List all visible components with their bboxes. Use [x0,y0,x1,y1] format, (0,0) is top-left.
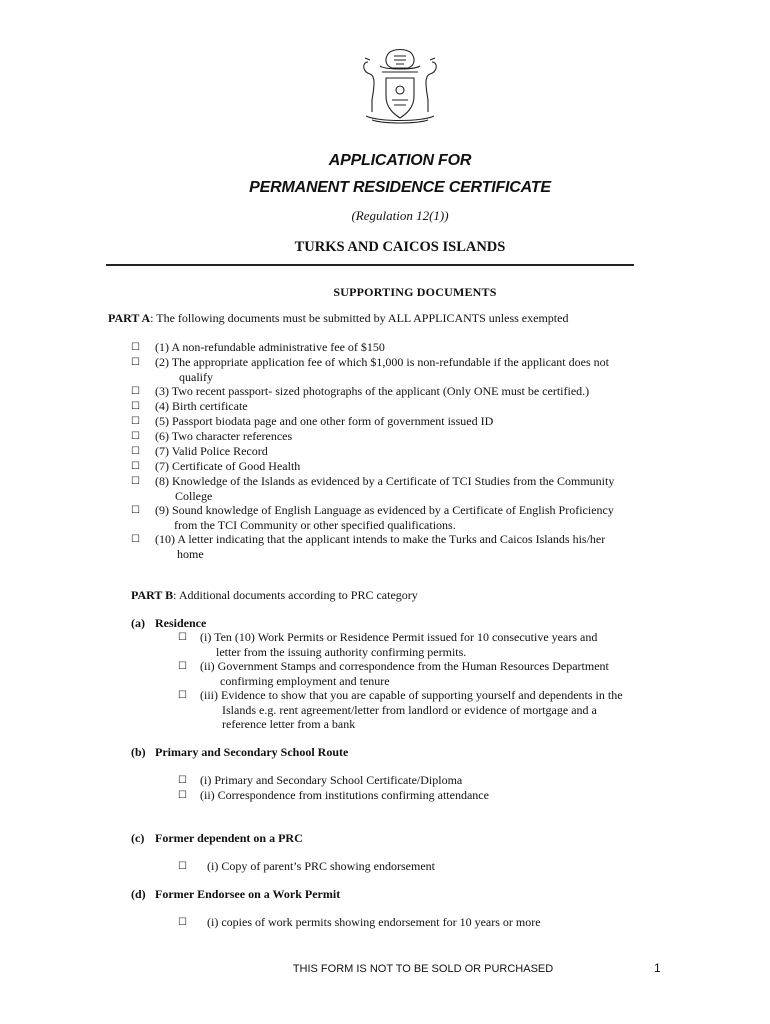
territory-name: TURKS AND CAICOS ISLANDS [294,239,506,255]
checklist-item-text: (3) Two recent passport- sized photographs of the applicant (Only ONE must be certified.) [155,384,590,398]
supporting-documents-heading: SUPPORTING DOCUMENTS [333,285,497,299]
coat-of-arms-crest [358,48,442,128]
checkbox[interactable]: ☐ [131,400,140,412]
checkbox[interactable]: ☐ [131,533,140,545]
checklist-item-text: reference letter from a bank [222,717,356,732]
category-letter: (a) [131,616,145,630]
checklist-item-text: confirming employment and tenure [220,673,390,688]
regulation-reference: (Regulation 12(1)) [351,208,449,223]
checkbox[interactable]: ☐ [131,475,140,487]
checklist-item-text: (5) Passport biodata page and one other form of government issued ID [155,414,494,428]
category-letter: (c) [131,831,145,845]
checklist-item-text: (iii) Evidence to show that you are capable of supporting yourself and dependents in the [200,688,623,702]
category-heading [131,887,340,902]
checkbox[interactable]: ☐ [178,789,187,801]
checklist-item-text: (6) Two character references [155,429,293,443]
checklist-item-text: qualify [179,369,213,384]
checklist-item-text: (2) The appropriate application fee of which $1,000 is non-refundable if the applicant does not [155,355,609,369]
checkbox[interactable]: ☐ [131,460,140,472]
checklist-item-text: College [175,488,213,503]
category-heading [131,831,303,846]
category-letter: (b) [131,745,146,759]
checklist-item-text: (7) Certificate of Good Health [155,459,301,473]
category-title: Former Endorsee on a Work Permit [155,887,341,901]
checkbox[interactable]: ☐ [178,689,187,701]
category-title: Former dependent on a PRC [155,831,303,845]
checkbox[interactable]: ☐ [131,341,140,353]
checkbox[interactable]: ☐ [178,774,187,786]
checkbox[interactable]: ☐ [131,385,140,397]
part-b-label: PART B [131,588,174,602]
checklist-item-text: from the TCI Community or other specified qualifications. [174,517,456,532]
checklist-item-text: (ii) Correspondence from institutions confirming attendance [200,788,489,802]
checkbox[interactable]: ☐ [131,415,140,427]
form-title-line-1: APPLICATION FOR [328,152,472,169]
checkbox[interactable]: ☐ [131,504,140,516]
checklist-item-text: home [177,546,204,561]
part-a-intro [108,311,568,326]
category-title: Primary and Secondary School Route [155,745,349,759]
checkbox[interactable]: ☐ [178,860,187,872]
checklist-item-text: (ii) Government Stamps and correspondence from the Human Resources Department [200,659,609,673]
category-title: Residence [155,616,207,630]
checkbox[interactable]: ☐ [131,430,140,442]
checkbox[interactable]: ☐ [131,445,140,457]
form-title-line-2: PERMANENT RESIDENCE CERTIFICATE [249,179,551,196]
part-b-intro-text: : Additional documents according to PRC category [173,588,418,602]
header-divider [106,264,634,266]
page-number: 1 [654,961,661,975]
checklist-item-text: (i) Primary and Secondary School Certificate/Diploma [200,773,463,787]
checklist-item-text: (i) copies of work permits showing endorsement for 10 years or more [207,915,541,929]
checkbox[interactable]: ☐ [178,631,187,643]
checkbox[interactable]: ☐ [131,356,140,368]
checklist-item-text: Islands e.g. rent agreement/letter from landlord or evidence of mortgage and a [222,702,597,717]
checklist-item-text: (i) Ten (10) Work Permits or Residence Permit issued for 10 consecutive years and [200,630,598,644]
footer-notice: THIS FORM IS NOT TO BE SOLD OR PURCHASED [292,963,554,975]
part-a-label: PART A [108,311,151,325]
part-b-intro [131,588,418,603]
part-a-intro-text: : The following documents must be submitted by ALL APPLICANTS unless exempted [150,311,569,325]
checklist-item-text: (7) Valid Police Record [155,444,268,458]
checklist-item-text: (9) Sound knowledge of English Language as evidenced by a Certificate of English Proficiency [155,503,614,517]
category-letter: (d) [131,887,146,901]
checklist-item-text: (1) A non-refundable administrative fee of $150 [155,340,385,354]
checklist-item-text: (i) Copy of parent’s PRC showing endorsement [207,859,435,873]
checkbox[interactable]: ☐ [178,916,187,928]
checkbox[interactable]: ☐ [178,660,187,672]
category-heading [131,616,206,631]
category-heading [131,745,348,760]
checklist-item-text: (8) Knowledge of the Islands as evidenced by a Certificate of TCI Studies from the Community [155,474,615,488]
checklist-item-text: (10) A letter indicating that the applicant intends to make the Turks and Caicos Islands his/her [155,532,606,546]
checklist-item-text: (4) Birth certificate [155,399,248,413]
checklist-item-text: letter from the issuing authority confirming permits. [216,644,467,659]
